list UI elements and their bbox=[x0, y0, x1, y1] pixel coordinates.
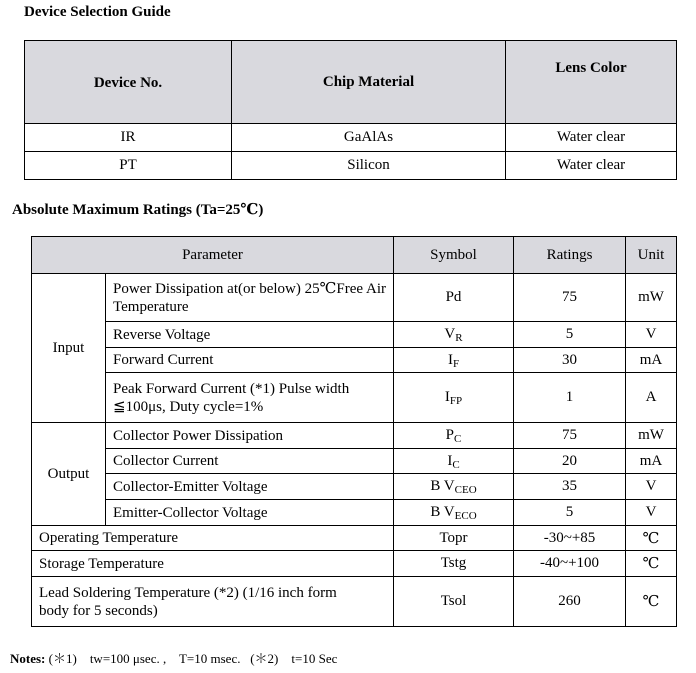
value-cell: 35 bbox=[514, 474, 626, 500]
table-row bbox=[32, 526, 677, 551]
param-cell: Reverse Voltage bbox=[106, 322, 394, 348]
device-no-cell: IR bbox=[25, 124, 232, 152]
symbol-main: Topr bbox=[439, 529, 468, 546]
group-input-label: Input bbox=[32, 274, 106, 423]
symbol-sub: R bbox=[455, 332, 463, 344]
unit-cell: ℃ bbox=[626, 526, 677, 551]
notes-label: Notes: bbox=[10, 651, 46, 666]
symbol-cell bbox=[394, 474, 514, 500]
unit-cell: ℃ bbox=[626, 577, 677, 627]
table-row bbox=[25, 124, 677, 152]
symbol-main: I bbox=[447, 351, 453, 368]
chip-material-cell: Silicon bbox=[232, 152, 506, 180]
symbol-main: Pd bbox=[445, 289, 462, 305]
symbol-cell bbox=[394, 526, 514, 551]
param-cell: Operating Temperature bbox=[32, 526, 394, 551]
lens-color-cell: Water clear bbox=[506, 124, 677, 152]
header-chip-material: Chip Material bbox=[232, 41, 506, 124]
table-row bbox=[25, 152, 677, 180]
value-cell: 5 bbox=[514, 322, 626, 348]
absolute-max-ratings-table bbox=[31, 236, 677, 627]
notes-line bbox=[10, 648, 337, 667]
param-cell: Peak Forward Current (*1) Pulse width ≦100μs, Duty cycle=1% bbox=[106, 373, 394, 423]
unit-cell: A bbox=[626, 373, 677, 423]
table-header-row bbox=[32, 237, 677, 274]
param-cell: Power Dissipation at(or below) 25℃Free Air Temperature bbox=[106, 274, 394, 322]
header-unit: Unit bbox=[626, 237, 677, 274]
group-output-label: Output bbox=[32, 423, 106, 526]
unit-cell: mW bbox=[626, 274, 677, 322]
param-cell: Collector Power Dissipation bbox=[106, 423, 394, 449]
value-cell: 75 bbox=[514, 274, 626, 322]
param-cell: Storage Temperature bbox=[32, 551, 394, 577]
symbol-cell bbox=[394, 373, 514, 423]
unit-cell: V bbox=[626, 322, 677, 348]
unit-cell: V bbox=[626, 500, 677, 526]
unit-cell: ℃ bbox=[626, 551, 677, 577]
value-cell: 30 bbox=[514, 348, 626, 373]
symbol-main: I bbox=[444, 389, 450, 405]
symbol-main: B V bbox=[430, 478, 455, 494]
unit-cell: mA bbox=[626, 449, 677, 474]
table-row bbox=[32, 577, 677, 627]
param-cell: Emitter-Collector Voltage bbox=[106, 500, 394, 526]
symbol-cell bbox=[394, 551, 514, 577]
header-symbol: Symbol bbox=[394, 237, 514, 274]
symbol-cell bbox=[394, 577, 514, 627]
table-row bbox=[32, 500, 677, 526]
unit-cell: mW bbox=[626, 423, 677, 449]
param-cell: Collector-Emitter Voltage bbox=[106, 474, 394, 500]
note-2-marker: (＊2) bbox=[250, 651, 279, 666]
symbol-main: P bbox=[445, 427, 454, 443]
symbol-cell bbox=[394, 274, 514, 322]
symbol-main: Tsol bbox=[440, 593, 467, 609]
unit-cell: V bbox=[626, 474, 677, 500]
value-cell: 5 bbox=[514, 500, 626, 526]
symbol-main: Tstg bbox=[440, 555, 467, 571]
symbol-cell bbox=[394, 322, 514, 348]
symbol-sub: F bbox=[452, 357, 460, 370]
header-device-no: Device No. bbox=[25, 41, 232, 124]
symbol-cell bbox=[394, 348, 514, 373]
symbol-cell bbox=[394, 449, 514, 474]
table-row bbox=[32, 322, 677, 348]
header-lens-color: Lens Color bbox=[506, 41, 677, 124]
table-row bbox=[32, 449, 677, 474]
table-row bbox=[32, 423, 677, 449]
value-cell: 20 bbox=[514, 449, 626, 474]
note-2-text: t=10 Sec bbox=[291, 651, 338, 666]
table-header-row bbox=[25, 41, 677, 124]
symbol-main: B V bbox=[430, 504, 455, 520]
param-cell: Lead Soldering Temperature (*2) (1/16 inch form body for 5 seconds) bbox=[32, 577, 394, 627]
lens-color-cell: Water clear bbox=[506, 152, 677, 180]
table-row bbox=[32, 551, 677, 577]
note-1-text: tw=100 μsec. , bbox=[89, 651, 167, 666]
value-cell: 260 bbox=[514, 577, 626, 627]
symbol-main: V bbox=[444, 326, 456, 342]
value-cell: 75 bbox=[514, 423, 626, 449]
value-cell: -30~+85 bbox=[514, 526, 626, 551]
table-row bbox=[32, 373, 677, 423]
symbol-cell bbox=[394, 423, 514, 449]
unit-cell: mA bbox=[626, 348, 677, 373]
symbol-sub: CEO bbox=[454, 484, 477, 496]
value-cell: -40~+100 bbox=[514, 551, 626, 577]
symbol-sub: FP bbox=[449, 395, 463, 407]
table-row bbox=[32, 348, 677, 373]
chip-material-cell: GaAlAs bbox=[232, 124, 506, 152]
ratings-title: Absolute Maximum Ratings (Ta=25℃) bbox=[12, 202, 264, 218]
symbol-cell bbox=[394, 500, 514, 526]
value-cell: 1 bbox=[514, 373, 626, 423]
param-cell: Forward Current bbox=[106, 348, 394, 373]
device-selection-table bbox=[24, 40, 677, 180]
table-row bbox=[32, 274, 677, 322]
header-parameter: Parameter bbox=[32, 237, 394, 274]
note-1-period: T=10 msec. bbox=[178, 651, 241, 666]
header-ratings: Ratings bbox=[514, 237, 626, 274]
symbol-sub: C bbox=[452, 458, 460, 471]
table-row bbox=[32, 474, 677, 500]
symbol-sub: ECO bbox=[454, 510, 477, 522]
symbol-sub: C bbox=[454, 433, 462, 445]
note-1-marker: (＊1) bbox=[48, 651, 77, 666]
param-cell: Collector Current bbox=[106, 449, 394, 474]
selection-guide-title: Device Selection Guide bbox=[24, 4, 171, 20]
symbol-main: I bbox=[447, 452, 453, 469]
device-no-cell: PT bbox=[25, 152, 232, 180]
